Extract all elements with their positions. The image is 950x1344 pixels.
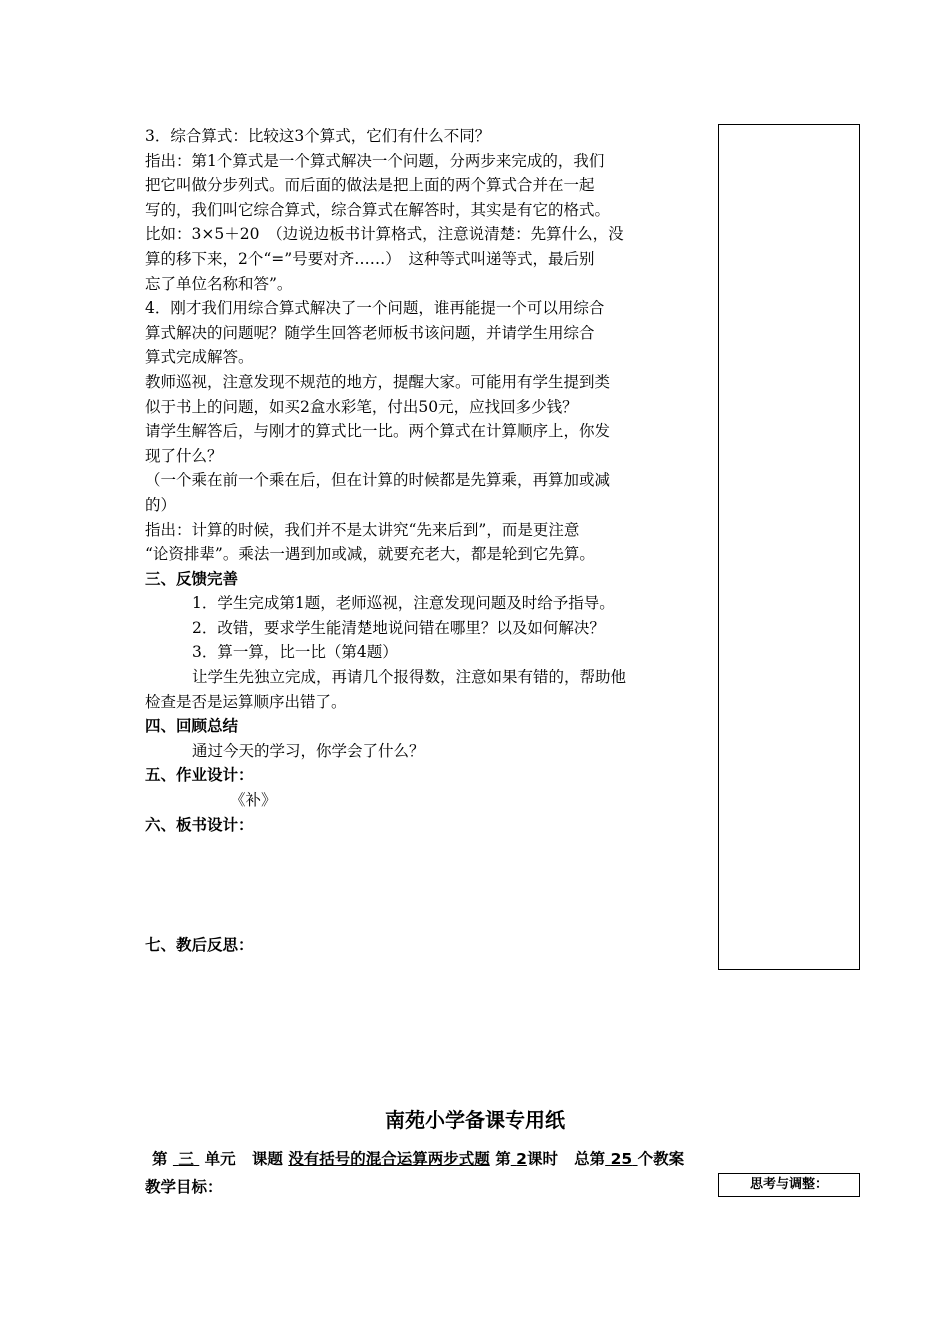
topic-label: 课题: [251, 1150, 283, 1168]
unit-value: 三: [178, 1150, 194, 1168]
text-line: 写的，我们叫它综合算式，综合算式在解答时，其实是有它的格式。: [145, 200, 611, 219]
total-suffix: 个教案: [637, 1150, 685, 1168]
text-line: 算式完成解答。: [145, 348, 254, 367]
blackboard-design-space: [145, 837, 713, 933]
section-4-heading: 四、回顾总结: [145, 717, 239, 736]
text-line: 的）: [145, 495, 177, 514]
text-line: 指出：第1个算式是一个算式解决一个问题，分两步来完成的，我们: [145, 151, 605, 170]
section-6-heading: 六、板书设计：: [145, 815, 254, 834]
topic-value: 没有括号的混合运算两步式题: [288, 1150, 490, 1168]
text-line: 似于书上的问题，如买2盒水彩笔，付出50元，应找回多少钱？: [145, 397, 578, 416]
lesson-value: 2: [516, 1150, 527, 1168]
section-3-item: 1．学生完成第1题，老师巡视，注意发现问题及时给予指导。: [192, 594, 615, 613]
teaching-goals-label: 教学目标：: [145, 1178, 223, 1196]
total-value: 25: [610, 1150, 633, 1168]
page-title: 南苑小学备课专用纸: [385, 1108, 565, 1132]
lesson-prefix: 第: [495, 1150, 511, 1168]
thinking-adjustment-label: 思考与调整：: [718, 1173, 860, 1197]
text-line: （一个乘在前一个乘在后，但在计算的时候都是先算乘，再算加或减: [145, 471, 611, 490]
lesson-meta-row: [152, 1147, 684, 1169]
section-5-text: 《补》: [230, 791, 277, 810]
section-7-heading: 七、教后反思：: [145, 936, 254, 955]
text-line: 比如：3×5＋20 （边说边板书计算格式，注意说清楚：先算什么，没: [145, 225, 624, 244]
text-line: 请学生解答后，与刚才的算式比一比。两个算式在计算顺序上，你发: [145, 422, 611, 441]
unit-prefix: 第: [152, 1150, 168, 1168]
text-line: 现了什么？: [145, 446, 223, 465]
section-4-text: 通过今天的学习，你学会了什么？: [192, 741, 425, 760]
text-line: 指出：计算的时候，我们并不是太讲究“先来后到”，而是更注意: [145, 520, 580, 539]
text-line: 4．刚才我们用综合算式解决了一个问题，谁再能提一个可以用综合: [145, 299, 605, 318]
text-line: 忘了单位名称和答”。: [145, 274, 293, 293]
lesson-suffix: 课时: [526, 1150, 558, 1168]
section-3-heading: 三、反馈完善: [145, 569, 239, 588]
total-prefix: 总第: [574, 1150, 606, 1168]
text-line: “论资排辈”。乘法一遇到加或减，就要充老大，都是轮到它先算。: [145, 545, 595, 564]
section-5-heading: 五、作业设计：: [145, 766, 254, 785]
text-line: 把它叫做分步列式。而后面的做法是把上面的两个算式合并在一起: [145, 176, 595, 195]
adjustment-column-box: [718, 124, 860, 970]
text-line: 算式解决的问题呢？随学生回答老师板书该问题，并请学生用综合: [145, 323, 595, 342]
unit-suffix: 单元: [204, 1150, 236, 1168]
section-3-note: 让学生先独立完成，再请几个报得数，注意如果有错的，帮助他: [192, 668, 627, 687]
section-3-item: 2．改错，要求学生能清楚地说问错在哪里？以及如何解决？: [192, 618, 605, 637]
text-line: 教师巡视，注意发现不规范的地方，提醒大家。可能用有学生提到类: [145, 372, 611, 391]
lesson-body: [145, 124, 713, 958]
section-3-item: 3．算一算，比一比（第4题）: [192, 643, 398, 662]
text-line: 3．综合算式：比较这3个算式，它们有什么不同？: [145, 127, 491, 145]
text-line: 算的移下来，2个“=”号要对齐……） 这种等式叫递等式，最后别: [145, 249, 595, 268]
section-3-note: 检查是否是运算顺序出错了。: [145, 692, 347, 711]
